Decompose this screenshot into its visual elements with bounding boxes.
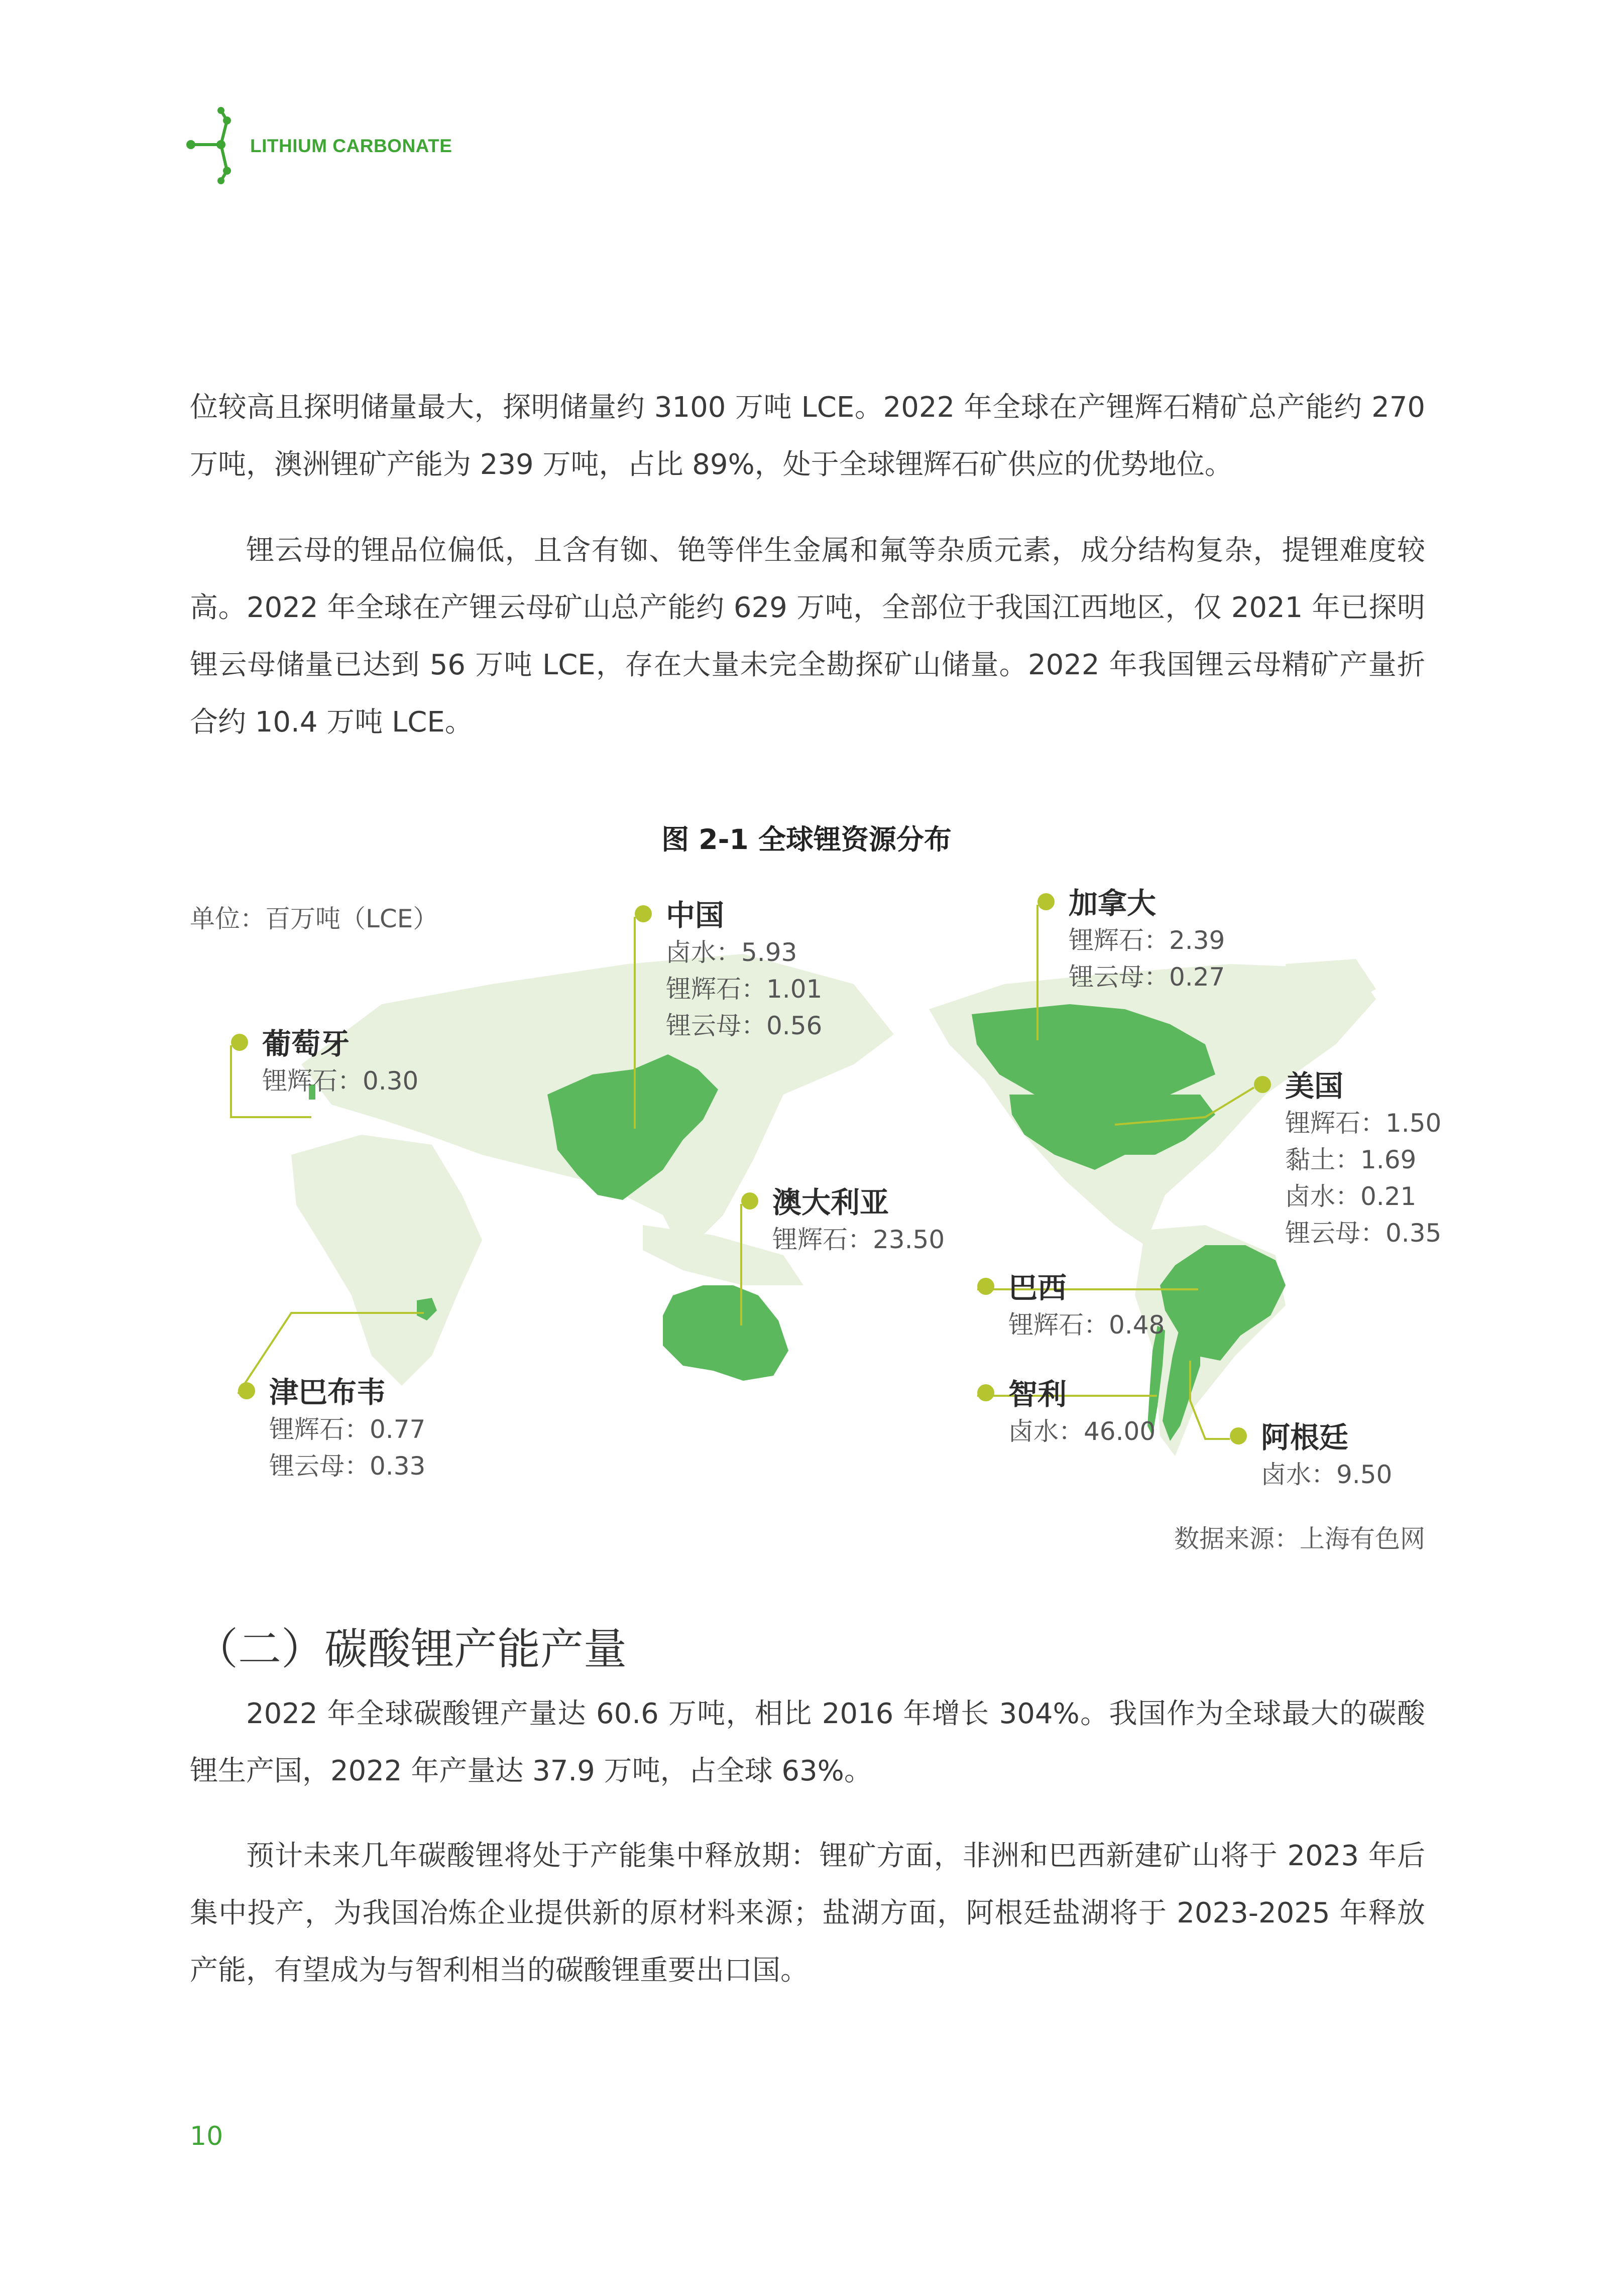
callout-canada bbox=[1069, 884, 1225, 996]
value-row: 锂辉石：0.77 bbox=[269, 1415, 426, 1444]
callout-zimbabwe bbox=[269, 1373, 425, 1485]
callout-dot bbox=[977, 1278, 994, 1295]
page-number: 10 bbox=[190, 2121, 223, 2151]
country-name: 中国 bbox=[666, 898, 725, 932]
callout-australia bbox=[772, 1183, 945, 1258]
callout-argentina bbox=[1261, 1418, 1392, 1493]
paragraph-lepidolite: 锂云母的锂品位偏低，且含有铷、铯等伴生金属和氟等杂质元素，成分结构复杂，提锂难度较高。2022 年全球在产锂云母矿山总产能约 629 万吨，全部位于我国江西地区，仅 2021 年已探明锂云母储量已达到 56 万吨 LCE，存在大量未完全勘探矿山储量。2022 年我国锂云母精矿产量折合约 10.4 万吨 LCE。 bbox=[190, 534, 1425, 739]
value-row: 锂辉石：23.50 bbox=[772, 1225, 945, 1254]
country-name: 葡萄牙 bbox=[262, 1027, 350, 1061]
value-row: 卤水：0.21 bbox=[1285, 1182, 1417, 1211]
value-row: 锂云母：0.35 bbox=[1285, 1219, 1442, 1248]
country-name: 津巴布韦 bbox=[269, 1375, 386, 1409]
value-row: 锂辉石：1.50 bbox=[1285, 1109, 1442, 1138]
value-row: 卤水：9.50 bbox=[1261, 1460, 1393, 1489]
value-row: 黏土：1.69 bbox=[1285, 1145, 1417, 1174]
value-row: 锂辉石：2.39 bbox=[1069, 926, 1225, 955]
callout-dot bbox=[977, 1384, 994, 1401]
value-row: 锂辉石：0.30 bbox=[262, 1066, 419, 1096]
australia-shape bbox=[663, 1285, 788, 1381]
value-row: 锂云母：0.27 bbox=[1069, 962, 1225, 992]
callout-dot bbox=[231, 1034, 248, 1051]
callout-chile bbox=[1008, 1375, 1156, 1450]
country-name: 阿根廷 bbox=[1261, 1420, 1349, 1455]
callout-dot bbox=[741, 1192, 758, 1210]
figure-unit: 单位：百万吨（LCE） bbox=[190, 904, 438, 933]
country-name: 巴西 bbox=[1008, 1271, 1067, 1305]
callout-china bbox=[666, 896, 822, 1044]
paragraph-spodumene: 位较高且探明储量最大，探明储量约 3100 万吨 LCE。2022 年全球在产锂辉石精矿总产能约 270 万吨，澳洲锂矿产能为 239 万吨，占比 89%，处于全球锂辉石矿供应的优势地位。 bbox=[190, 391, 1425, 481]
value-row: 锂云母：0.33 bbox=[269, 1452, 426, 1481]
callout-dot bbox=[635, 905, 652, 922]
country-name: 智利 bbox=[1008, 1377, 1067, 1411]
country-name: 加拿大 bbox=[1069, 886, 1157, 920]
country-name: 澳大利亚 bbox=[772, 1185, 889, 1220]
callout-portugal bbox=[262, 1025, 418, 1100]
africa-shape bbox=[291, 1135, 482, 1386]
value-row: 锂辉石：1.01 bbox=[666, 975, 823, 1004]
callout-brazil bbox=[1008, 1269, 1165, 1344]
country-name: 美国 bbox=[1285, 1069, 1344, 1103]
section-heading: （二）碳酸锂产能产量 bbox=[195, 1624, 627, 1674]
figure-title: 图 2-1 全球锂资源分布 bbox=[661, 823, 952, 856]
figure-source: 数据来源：上海有色网 bbox=[1174, 1524, 1425, 1553]
callout-usa bbox=[1285, 1067, 1441, 1252]
value-row: 卤水：5.93 bbox=[666, 938, 797, 967]
header-title: LITHIUM CARBONATE bbox=[250, 136, 452, 156]
paragraph-forecast: 预计未来几年碳酸锂将处于产能集中释放期：锂矿方面，非洲和巴西新建矿山将于 2023 年后集中投产，为我国冶炼企业提供新的原材料来源；盐湖方面，阿根廷盐湖将于 2023-2025 年释放产能，有望成为与智利相当的碳酸锂重要出口国。 bbox=[190, 1840, 1425, 1987]
value-row: 锂云母：0.56 bbox=[666, 1011, 823, 1040]
callout-dot bbox=[1038, 893, 1055, 910]
callout-dot bbox=[238, 1382, 255, 1399]
value-row: 锂辉石：0.48 bbox=[1008, 1310, 1165, 1340]
callout-dot bbox=[1254, 1076, 1271, 1093]
value-row: 卤水：46.00 bbox=[1008, 1417, 1156, 1446]
paragraph-production: 2022 年全球碳酸锂产量达 60.6 万吨，相比 2016 年增长 304%。我国作为全球最大的碳酸锂生产国，2022 年产量达 37.9 万吨，占全球 63%。 bbox=[190, 1698, 1425, 1787]
callout-dot bbox=[1230, 1427, 1247, 1444]
